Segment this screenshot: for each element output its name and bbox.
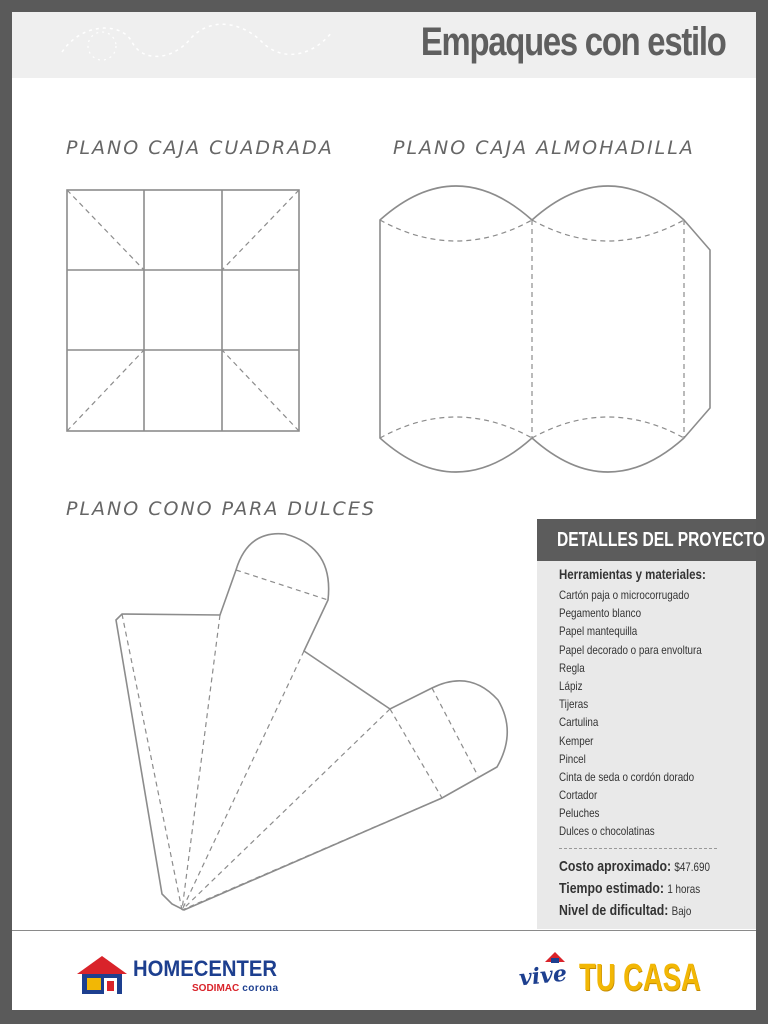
time-value: 1 horas (667, 882, 701, 896)
materials-list (559, 586, 733, 841)
details-divider (559, 848, 717, 849)
list-item: Papel decorado o para envoltura (559, 642, 702, 657)
candy-cone-template (116, 534, 507, 910)
difficulty-row (559, 902, 691, 920)
square-box-title: PLANO CAJA CUADRADA (66, 137, 334, 159)
pillow-box-template (380, 186, 710, 472)
list-item: Peluches (559, 806, 600, 821)
cost-value: $47.690 (674, 860, 710, 874)
time-row (559, 880, 700, 898)
tucasa-text: TU CASA (579, 957, 701, 999)
list-item: Cartulina (559, 715, 599, 730)
list-item: Lápiz (559, 678, 583, 693)
time-label: Tiempo estimado: (559, 880, 665, 897)
footer-divider (12, 930, 756, 931)
difficulty-value: Bajo (671, 904, 692, 918)
house-icon (74, 954, 130, 996)
difficulty-label: Nivel de dificultad: (559, 902, 669, 919)
vive-text: vive (517, 960, 569, 992)
page-title: Empaques con estilo (421, 20, 726, 64)
sodimac-text: SODIMAC (192, 983, 240, 994)
cost-label: Costo aproximado: (559, 858, 672, 875)
candy-cone-title: PLANO CONO PARA DULCES (66, 498, 376, 520)
list-item: Cinta de seda o cordón dorado (559, 769, 695, 784)
list-item: Pincel (559, 751, 586, 766)
homecenter-sub (192, 983, 279, 994)
cost-row (559, 858, 710, 876)
list-item: Regla (559, 660, 585, 675)
list-item: Cortador (559, 788, 598, 803)
vive-tu-casa-logo (517, 947, 707, 1003)
list-item: Kemper (559, 733, 594, 748)
project-details-header (537, 519, 766, 561)
homecenter-logo (74, 952, 324, 998)
homecenter-name: HOMECENTER (133, 956, 277, 981)
pillow-box-title: PLANO CAJA ALMOHADILLA (393, 137, 695, 159)
list-item: Dulces o chocolatinas (559, 824, 655, 839)
square-box-template (67, 190, 299, 431)
list-item: Papel mantequilla (559, 624, 638, 639)
project-details-title: DETALLES DEL PROYECTO (557, 529, 766, 551)
materials-label: Herramientas y materiales: (559, 566, 706, 582)
list-item: Cartón paja o microcorrugado (559, 588, 690, 602)
corona-text: corona (242, 983, 279, 994)
page (12, 12, 766, 1010)
list-item: Pegamento blanco (559, 606, 642, 621)
list-item: Tijeras (559, 697, 589, 712)
